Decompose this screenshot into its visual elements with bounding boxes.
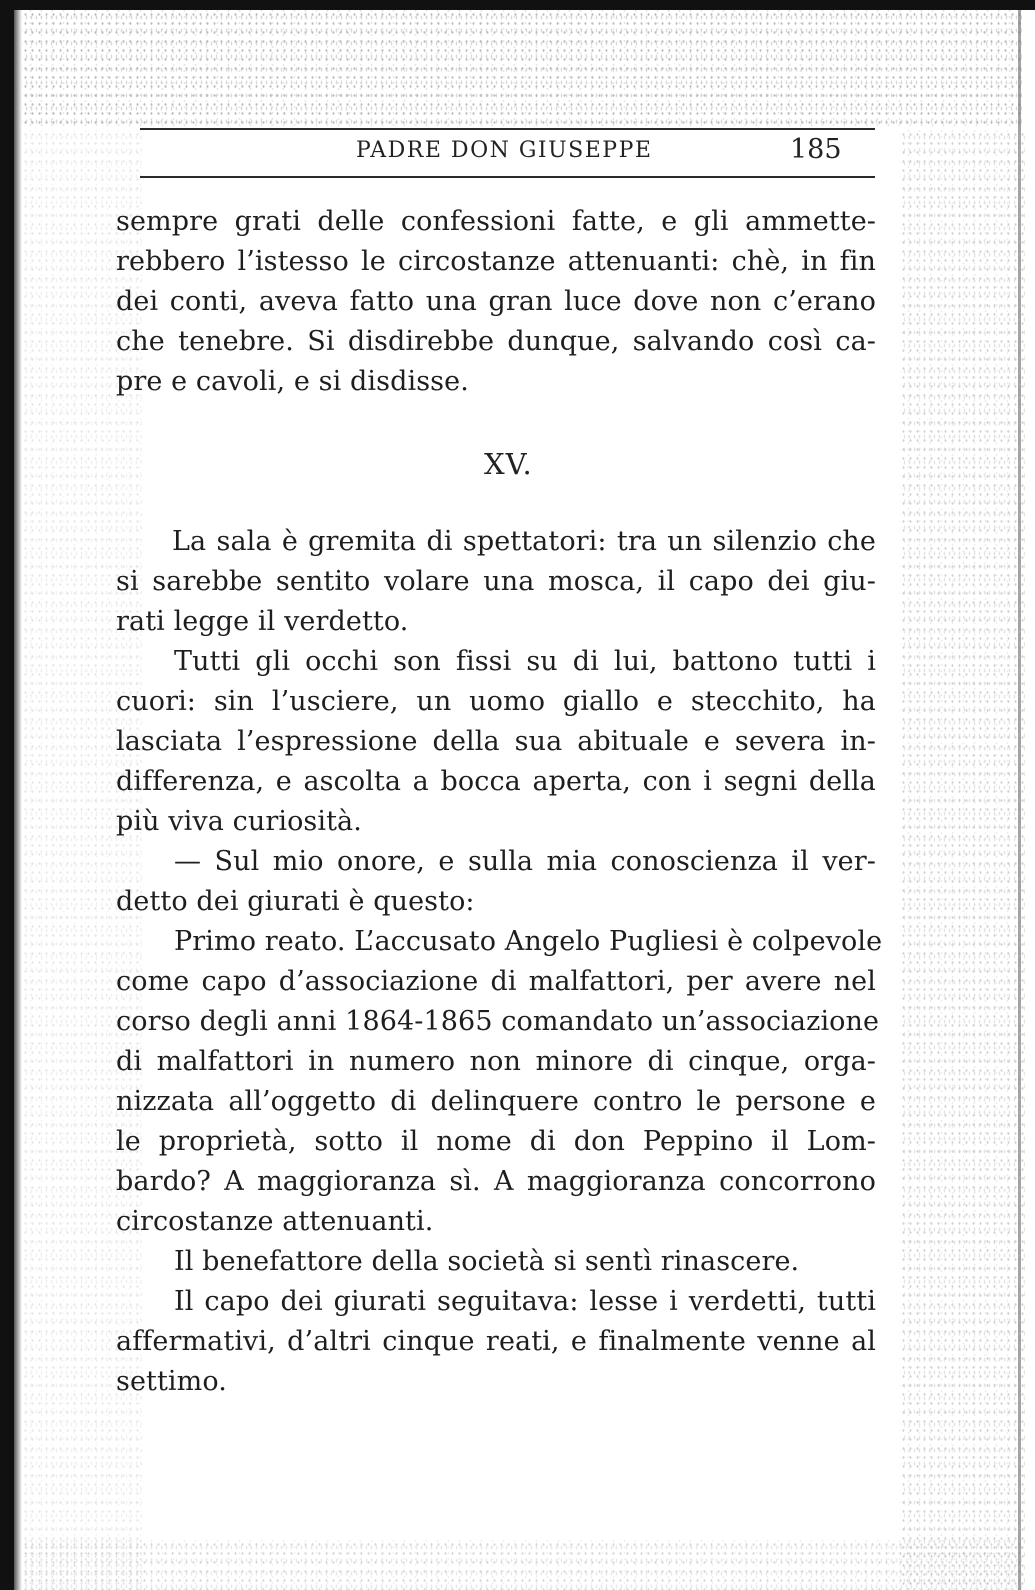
header-rule-top bbox=[140, 128, 875, 130]
scan-speckle-right bbox=[900, 130, 1025, 1590]
text-line: Il benefattore della società si sentì rinascere. bbox=[174, 1246, 800, 1277]
header-rule-bottom bbox=[140, 176, 875, 178]
text-line: sempre grati delle confessioni fatte, e gli ammette- bbox=[116, 206, 876, 237]
text-line: detto dei giurati è questo: bbox=[116, 886, 475, 917]
text-line: Il capo dei giurati seguitava: lesse i verdetti, tutti bbox=[174, 1286, 876, 1317]
page-top-edge bbox=[0, 0, 1035, 10]
text-line: pre e cavoli, e si disdisse. bbox=[116, 366, 469, 397]
text-line: La sala è gremita di spettatori: tra un silenzio che bbox=[172, 526, 876, 557]
text-line: più viva curiosità. bbox=[116, 806, 362, 837]
scan-speckle-bottom bbox=[22, 1540, 1022, 1590]
text-line: si sarebbe sentito volare una mosca, il capo dei giu- bbox=[116, 566, 876, 597]
text-line: lasciata l’espressione della sua abituale e severa in- bbox=[116, 726, 876, 757]
text-line: come capo d’associazione di malfattori, per avere nel bbox=[116, 966, 876, 997]
text-line: che tenebre. Si disdirebbe dunque, salvando così ca- bbox=[116, 326, 876, 357]
text-line: nizzata all’oggetto di delinquere contro le persone e bbox=[116, 1086, 876, 1117]
text-line: affermativi, d’altri cinque reati, e finalmente venne al bbox=[116, 1326, 876, 1357]
text-line: settimo. bbox=[116, 1366, 227, 1397]
text-line: differenza, e ascolta a bocca aperta, con i segni della bbox=[116, 766, 876, 797]
text-line: di malfattori in numero non minore di cinque, orga- bbox=[116, 1046, 876, 1077]
page-binding-edge bbox=[0, 0, 14, 1590]
text-line: cuori: sin l’usciere, un uomo giallo e stecchito, ha bbox=[116, 686, 876, 717]
text-line: bardo? A maggioranza sì. A maggioranza concorrono bbox=[116, 1166, 876, 1197]
page-number: 185 bbox=[790, 134, 842, 165]
text-line: rati legge il verdetto. bbox=[116, 606, 409, 637]
binding-shadow bbox=[14, 0, 22, 1590]
text-line: rebbero l’istesso le circostanze attenuanti: chè, in fin bbox=[116, 246, 876, 277]
text-line: — Sul mio onore, e sulla mia conoscienza il ver- bbox=[174, 846, 876, 877]
text-line: Tutti gli occhi son fissi su di lui, battono tutti i bbox=[174, 646, 876, 677]
text-line: Primo reato. L’accusato Angelo Pugliesi è colpevole bbox=[174, 926, 883, 957]
scan-speckle-top bbox=[22, 10, 1022, 130]
running-title: PADRE DON GIUSEPPE bbox=[356, 138, 653, 163]
text-line: dei conti, aveva fatto una gran luce dove non c’erano bbox=[116, 286, 876, 317]
section-heading: XV. bbox=[484, 447, 533, 481]
text-line: corso degli anni 1864-1865 comandato un’associazione bbox=[116, 1006, 880, 1037]
text-line: circostanze attenuanti. bbox=[116, 1206, 434, 1237]
text-line: le proprietà, sotto il nome di don Peppino il Lom- bbox=[116, 1126, 876, 1157]
page-right-edge bbox=[1018, 10, 1021, 1590]
